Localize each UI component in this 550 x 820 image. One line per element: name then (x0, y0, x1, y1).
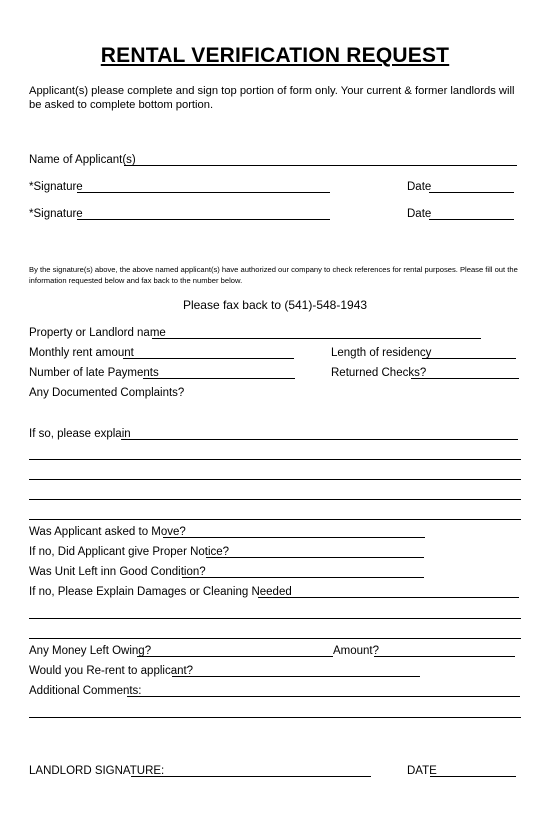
landlord-date-underline (430, 776, 516, 777)
monthly-rent-underline (123, 358, 294, 359)
signature-field-1[interactable] (77, 180, 329, 192)
explain-extra-line-4[interactable] (29, 519, 521, 520)
returned-checks-underline (411, 378, 519, 379)
money-owing-field[interactable] (137, 644, 332, 656)
signature-underline-2 (77, 219, 330, 220)
property-field[interactable] (152, 326, 480, 338)
monthly-rent-label: Monthly rent amount (29, 347, 134, 359)
explain-extra-line-3[interactable] (29, 499, 521, 500)
length-residency-field[interactable] (422, 346, 515, 358)
rerent-underline (172, 676, 420, 677)
signature-label-2: *Signature (29, 208, 83, 220)
landlord-signature-underline (131, 776, 371, 777)
property-underline (152, 338, 481, 339)
proper-notice-label: If no, Did Applicant give Proper Notice? (29, 546, 230, 558)
damages-underline (258, 597, 519, 598)
form-title: RENTAL VERIFICATION REQUEST (100, 44, 450, 67)
comments-field[interactable] (127, 684, 519, 696)
good-condition-field[interactable] (182, 565, 423, 577)
landlord-date-field[interactable] (430, 764, 515, 776)
signature-field-2[interactable] (77, 207, 329, 219)
amount-underline (374, 656, 515, 657)
asked-move-label: Was Applicant asked to Move? (29, 526, 186, 538)
comments-extra-line[interactable] (29, 717, 521, 718)
returned-checks-label: Returned Checks? (331, 367, 427, 379)
asked-move-field[interactable] (163, 525, 424, 537)
property-label: Property or Landlord name (29, 327, 166, 339)
date-label-1: Date (407, 181, 432, 193)
explain-label: If so, please explain (29, 428, 131, 440)
applicant-name-field[interactable] (124, 153, 516, 165)
landlord-date-label: DATE (407, 765, 437, 777)
landlord-signature-field[interactable] (131, 764, 370, 776)
explain-underline (121, 439, 518, 440)
length-residency-underline (422, 358, 516, 359)
explain-field[interactable] (121, 427, 517, 439)
monthly-rent-field[interactable] (123, 346, 293, 358)
good-condition-underline (182, 577, 424, 578)
signature-underline-1 (77, 192, 330, 193)
money-owing-label: Any Money Left Owing? (29, 645, 152, 657)
explain-extra-line-1[interactable] (29, 459, 521, 460)
damages-extra-line-2[interactable] (29, 638, 521, 639)
date-field-2[interactable] (429, 207, 513, 219)
amount-field[interactable] (374, 644, 514, 656)
returned-checks-field[interactable] (411, 366, 518, 378)
asked-move-underline (163, 537, 425, 538)
date-field-1[interactable] (429, 180, 513, 192)
late-payments-label: Number of late Payments (29, 367, 159, 379)
damages-label: If no, Please Explain Damages or Cleaning Needed (29, 586, 292, 598)
explain-extra-line-2[interactable] (29, 479, 521, 480)
complaints-label: Any Documented Complaints? (29, 387, 185, 399)
date-underline-1 (429, 192, 514, 193)
fax-note: Please fax back to (541)-548-1943 (182, 298, 368, 312)
proper-notice-underline (206, 557, 424, 558)
rerent-label: Would you Re-rent to applicant? (29, 665, 194, 677)
signature-label-1: *Signature (29, 181, 83, 193)
amount-label: Amount? (333, 645, 380, 657)
money-owing-underline (137, 656, 333, 657)
authorization-note: By the signature(s) above, the above named applicant(s) have authorized our company to check references for rental purposes. Please fill out the information requested below and fax back to the number below. (29, 265, 518, 285)
applicant-name-label: Name of Applicant(s) (29, 154, 136, 166)
good-condition-label: Was Unit Left inn Good Condition? (29, 566, 206, 578)
comments-label: Additional Comments: (29, 685, 142, 697)
late-payments-field[interactable] (143, 366, 294, 378)
proper-notice-field[interactable] (206, 545, 423, 557)
comments-underline (127, 696, 520, 697)
landlord-signature-label: LANDLORD SIGNATURE: (29, 765, 165, 777)
late-payments-underline (143, 378, 295, 379)
date-underline-2 (429, 219, 514, 220)
damages-field[interactable] (258, 585, 518, 597)
length-residency-label: Length of residency (331, 347, 432, 359)
intro-text: Applicant(s) please complete and sign top portion of form only. Your current & former landlords will be asked to complete bottom portion. (29, 85, 515, 111)
date-label-2: Date (407, 208, 432, 220)
damages-extra-line-1[interactable] (29, 618, 521, 619)
applicant-name-underline (124, 165, 517, 166)
rerent-field[interactable] (172, 664, 419, 676)
